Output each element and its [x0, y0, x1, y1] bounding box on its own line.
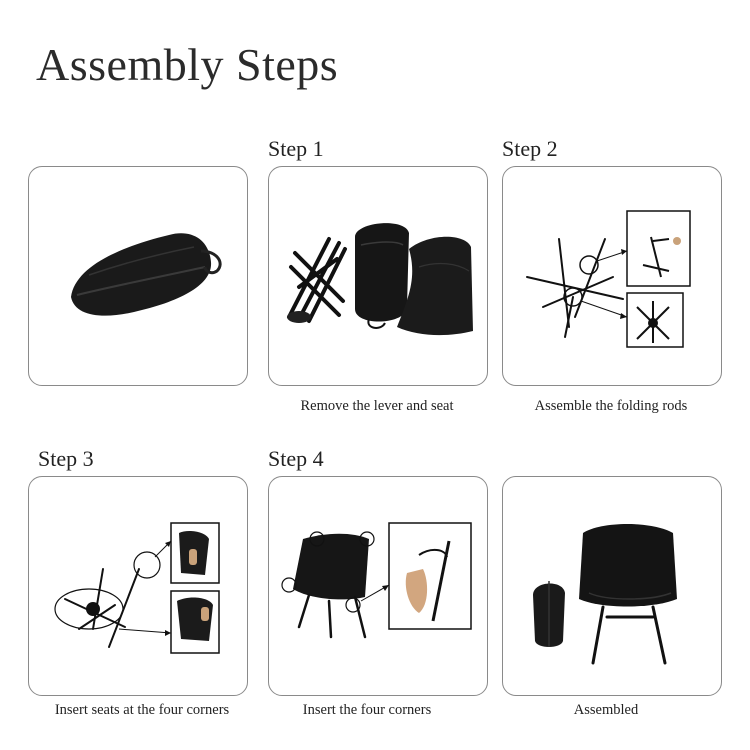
step-4-image [269, 477, 487, 695]
caption-assembled: Assembled [573, 702, 639, 718]
caption-step-2: Assemble the folding rods [534, 398, 688, 414]
assembled-image [503, 477, 721, 695]
caption-step-3: Insert seats at the four corners [54, 702, 230, 718]
caption-step-1: Remove the lever and seat [300, 398, 454, 414]
caption-step-4: Insert the four corners [302, 702, 432, 718]
panel-step-4 [268, 476, 488, 696]
panel-step-1 [268, 166, 488, 386]
step-3-image [29, 477, 247, 695]
panel-packed-bag [28, 166, 248, 386]
step-2-image [503, 167, 721, 385]
step-4-label: Step 4 [268, 446, 324, 471]
step-1-image [269, 167, 487, 385]
step-3-label: Step 3 [38, 446, 94, 471]
page-title: Assembly Steps [36, 39, 339, 90]
panel-step-2 [502, 166, 722, 386]
step-1-label: Step 1 [268, 136, 324, 161]
packed-bag-image [29, 167, 247, 385]
panel-step-3 [28, 476, 248, 696]
step-2-label: Step 2 [502, 136, 558, 161]
panel-assembled [502, 476, 722, 696]
